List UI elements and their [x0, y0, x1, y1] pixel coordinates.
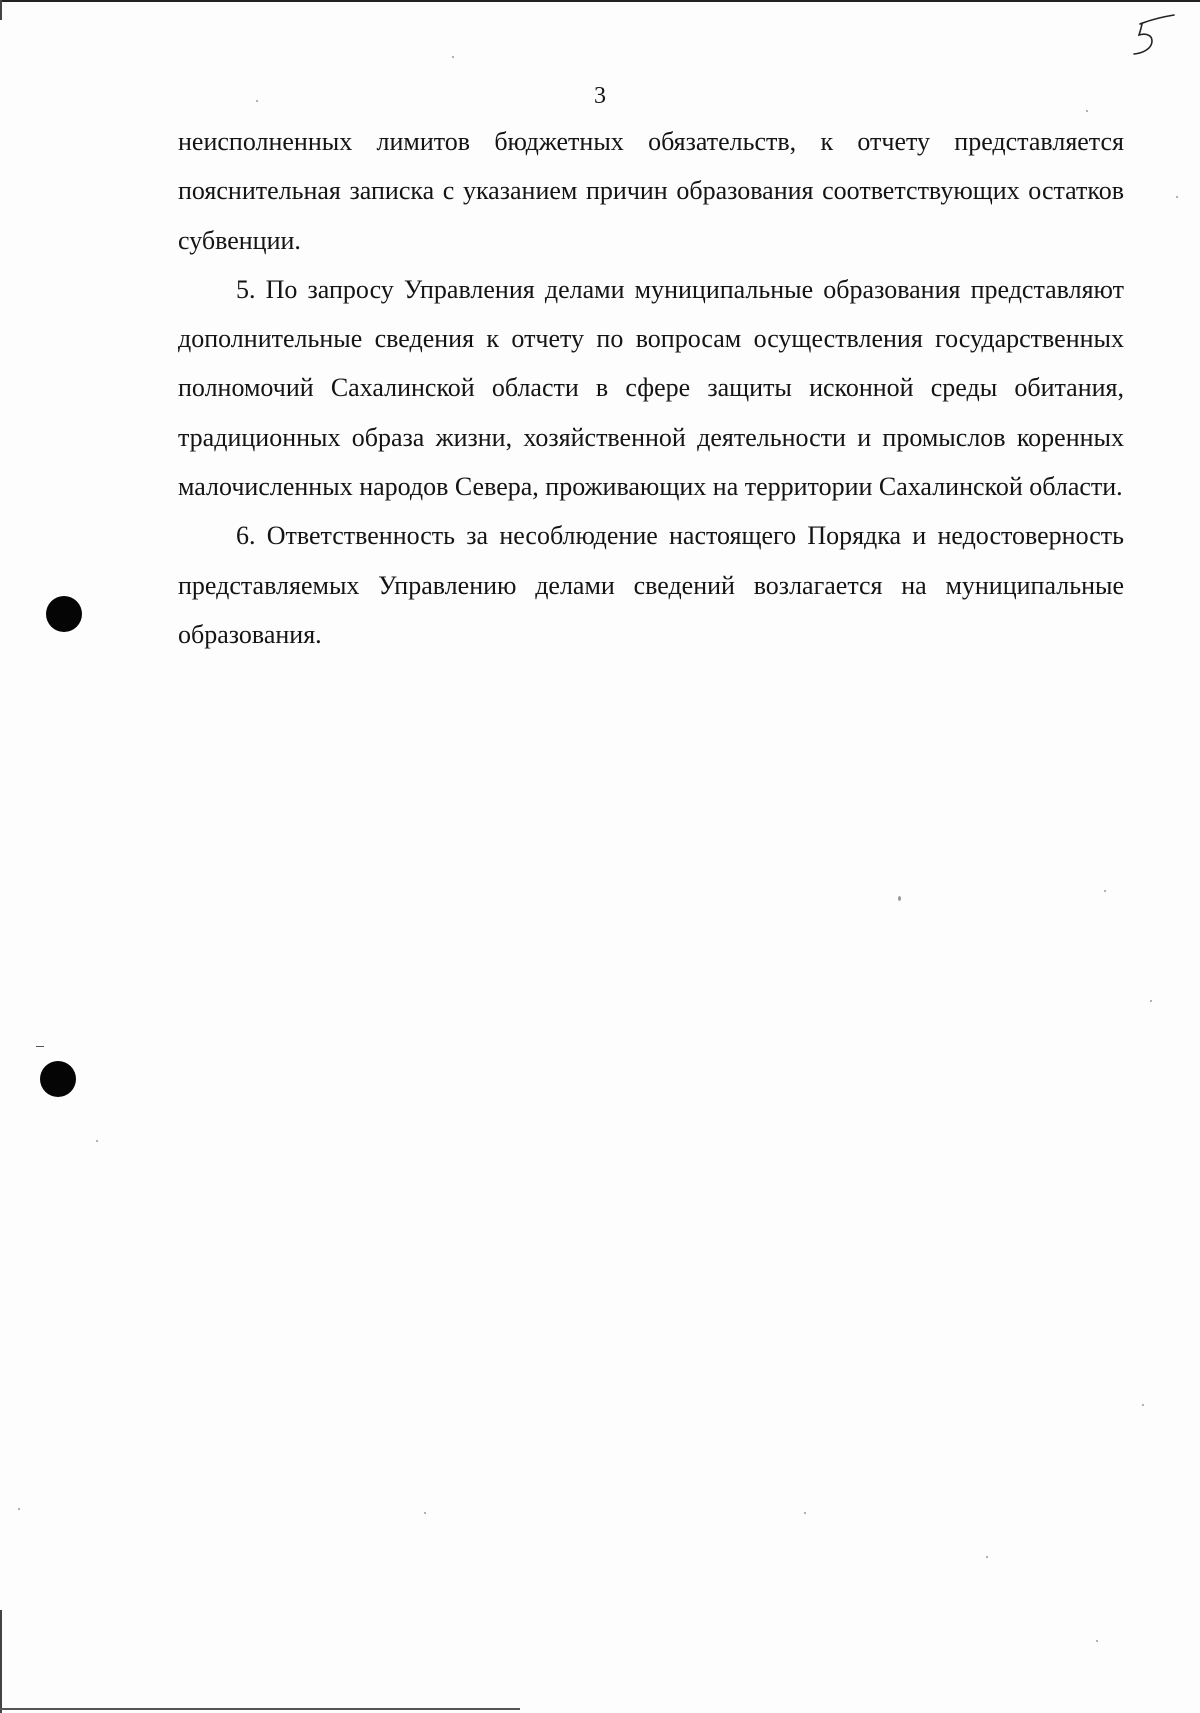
page-number: 3: [594, 83, 606, 109]
scan-speck: [424, 1512, 426, 1514]
scan-speck: [96, 1140, 98, 1142]
scan-speck: [1176, 196, 1178, 198]
scan-speck: [256, 100, 258, 102]
scan-speck: [1142, 1404, 1144, 1406]
paragraph-item-5: 5. По запросу Управления делами муниципальные образования представляют дополнительные сведения к отчету по вопросам осуществления государственных полномочий Сахалинской области в сфере защиты исконной среды обитания, традиционных образа жизни, хозяйственной деятельности и промыслов коренных малочисленных народов Севера, проживающих на территории Сахалинской области.: [178, 274, 1124, 502]
paragraph-continuation: неисполненных лимитов бюджетных обязательств, к отчету представляется пояснительная записка с указанием причин образования соответствующих остатков субвенции.: [178, 127, 1124, 255]
scan-top-edge: [0, 0, 1200, 2]
handwritten-page-mark: [1128, 12, 1178, 56]
scan-speck: [1086, 110, 1088, 112]
punch-hole-top: [46, 596, 82, 632]
scan-speck: [1150, 1000, 1152, 1002]
scan-left-edge-bottom: [0, 1610, 2, 1713]
scan-speck: [1096, 1640, 1098, 1642]
scan-speck: [986, 1556, 988, 1558]
scan-bottom-edge: [0, 1708, 520, 1710]
scan-left-edge-top: [0, 0, 2, 20]
document-body: [178, 117, 1124, 659]
scan-speck: [18, 1508, 20, 1510]
scan-speck: [1104, 890, 1106, 892]
punch-hole-bottom: [40, 1061, 76, 1097]
scan-mark: [36, 1046, 44, 1047]
scan-speck: [898, 896, 901, 901]
paragraph-item-6: 6. Ответственность за несоблюдение настоящего Порядка и недостоверность представляемых Управлению делами сведений возлагается на муниципальные образования.: [178, 521, 1124, 649]
scan-speck: [804, 1512, 806, 1514]
scan-speck: [452, 56, 454, 58]
